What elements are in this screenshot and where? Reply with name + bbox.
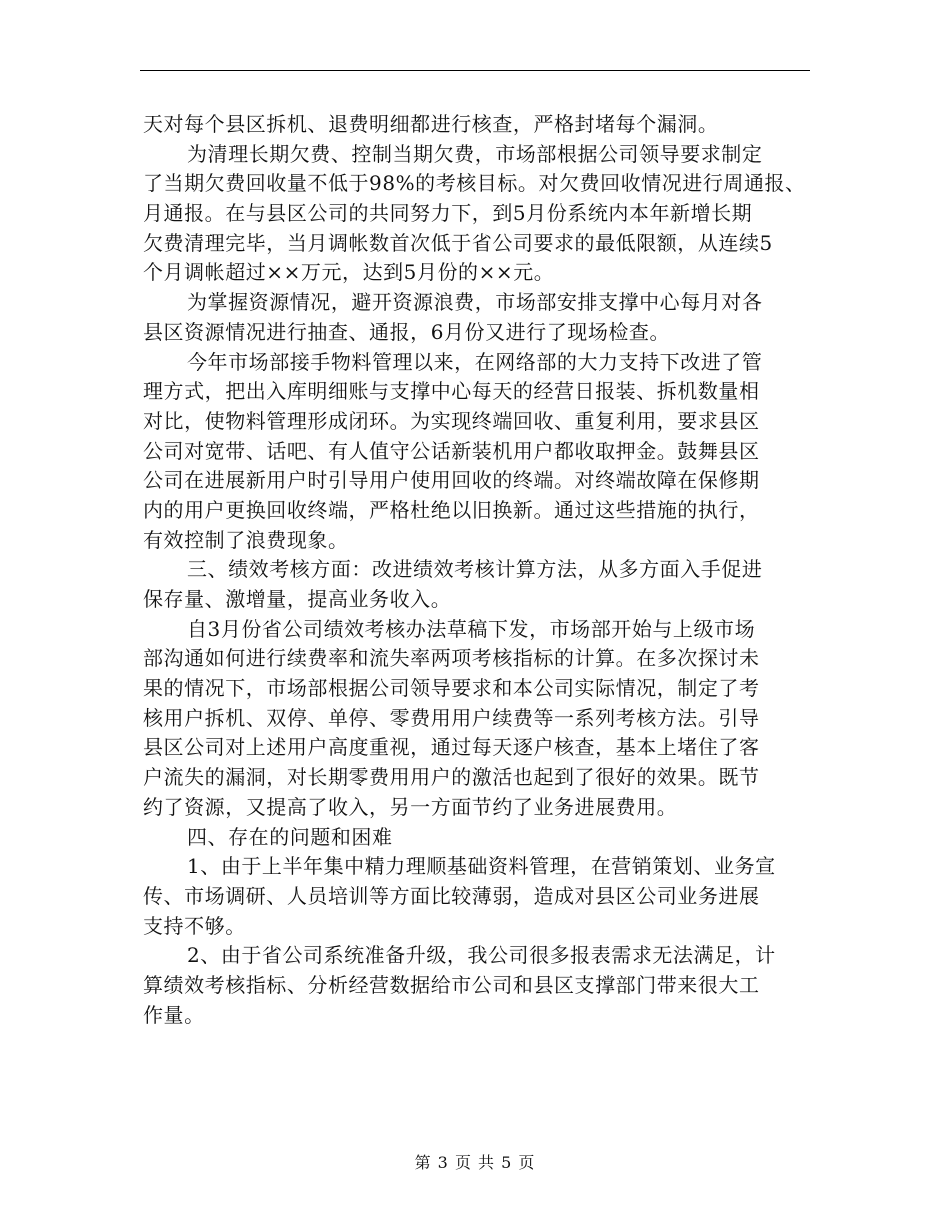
- text-line: 1、由于上半年集中精力理顺基础资料管理，在营销策划、业务宣: [187, 854, 776, 879]
- text-line: 公司在进展新用户时引导用户使用回收的终端。对终端故障在保修期: [143, 468, 760, 493]
- text-line: 四、存在的问题和困难: [187, 824, 393, 849]
- text-line: 为清理长期欠费、控制当期欠费，市场部根据公司领导要求制定: [187, 141, 763, 166]
- header-rule: [140, 70, 810, 71]
- text-line: 户流失的漏洞，对长期零费用用户的激活也起到了很好的效果。既节: [143, 765, 760, 790]
- text-line: 部沟通如何进行续费率和流失率两项考核指标的计算。在多次探讨未: [143, 646, 760, 671]
- text-line: 公司对宽带、话吧、有人值守公话新装机用户都收取押金。鼓舞县区: [143, 438, 760, 463]
- text-line: 自3月份省公司绩效考核办法草稿下发，市场部开始与上级市场: [187, 616, 756, 641]
- document-body: [143, 110, 806, 1030]
- text-line: 理方式，把出入库明细账与支撑中心每天的经营日报装、拆机数量相: [143, 379, 760, 404]
- text-line: 约了资源，又提高了收入，另一方面节约了业务进展费用。: [143, 794, 678, 819]
- page-number-footer: 第 3 页 共 5 页: [414, 1153, 536, 1172]
- text-line: 天对每个县区拆机、退费明细都进行核查，严格封堵每个漏洞。: [143, 112, 719, 136]
- text-line: 县区公司对上述用户高度重视，通过每天逐户核查，基本上堵住了客: [143, 735, 760, 760]
- text-line: 有效控制了浪费现象。: [143, 527, 349, 552]
- text-line: 三、绩效考核方面：改进绩效考核计算方法，从多方面入手促进: [187, 557, 763, 582]
- text-line: 果的情况下，市场部根据公司领导要求和本公司实际情况，制定了考: [143, 676, 760, 701]
- text-line: 作量。: [143, 1002, 205, 1027]
- text-line: 2、由于省公司系统准备升级，我公司很多报表需求无法满足，计: [187, 943, 776, 968]
- text-line: 欠费清理完毕，当月调帐数首次低于省公司要求的最低限额，从连续5: [143, 230, 773, 255]
- text-line: 县区资源情况进行抽查、通报，6月份又进行了现场检查。: [143, 319, 671, 344]
- text-line: 内的用户更换回收终端，严格杜绝以旧换新。通过这些措施的执行，: [143, 497, 760, 522]
- text-line: 了当期欠费回收量不低于98%的考核目标。对欠费回收情况进行周通报、: [143, 171, 806, 196]
- text-line: 对比，使物料管理形成闭环。为实现终端回收、重复利用，要求县区: [143, 408, 760, 433]
- text-line: 核用户拆机、双停、单停、零费用用户续费等一系列考核方法。引导: [143, 705, 760, 730]
- text-line: 算绩效考核指标、分析经营数据给市公司和县区支撑部门带来很大工: [143, 972, 760, 997]
- text-line: 支持不够。: [143, 913, 246, 938]
- text-line: 为掌握资源情况，避开资源浪费，市场部安排支撑中心每月对各: [187, 290, 763, 315]
- text-line: 个月调帐超过××万元，达到5月份的××元。: [143, 260, 555, 285]
- text-line: 保存量、激增量，提高业务收入。: [143, 587, 452, 611]
- text-line: 月通报。在与县区公司的共同努力下，到5月份系统内本年新增长期: [143, 201, 753, 226]
- text-line: 传、市场调研、人员培训等方面比较薄弱，造成对县区公司业务进展: [143, 883, 760, 908]
- text-line: 今年市场部接手物料管理以来，在网络部的大力支持下改进了管: [187, 349, 763, 374]
